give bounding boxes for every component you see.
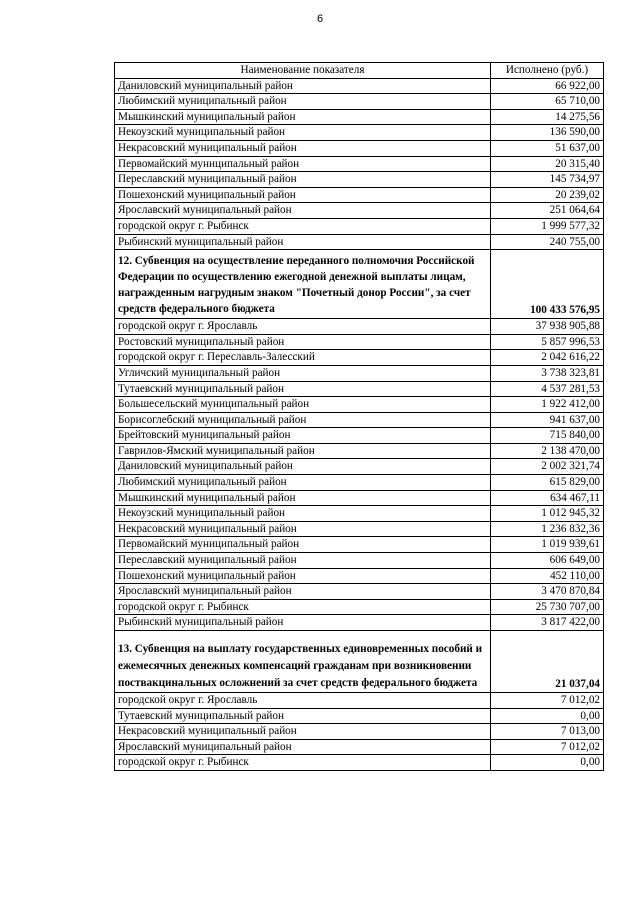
table-row	[115, 78, 604, 94]
row-name: Борисоглебский муниципальный район	[115, 412, 491, 428]
row-value: 7 013,00	[491, 724, 604, 740]
table-row	[115, 350, 604, 366]
row-value: 51 637,00	[491, 140, 604, 156]
table-row	[115, 397, 604, 413]
row-value: 0,00	[491, 708, 604, 724]
row-value: 7 012,02	[491, 693, 604, 709]
table-row	[115, 381, 604, 397]
header-indicator-name: Наименование показателя	[115, 63, 491, 79]
row-value: 4 537 281,53	[491, 381, 604, 397]
row-value: 3 470 870,84	[491, 584, 604, 600]
table-row	[115, 428, 604, 444]
table-row	[115, 459, 604, 475]
row-name: Некоузский муниципальный район	[115, 125, 491, 141]
table-row	[115, 490, 604, 506]
row-name: городской округ г. Ярославль	[115, 319, 491, 335]
row-name: Некоузский муниципальный район	[115, 506, 491, 522]
row-value: 1 999 577,32	[491, 218, 604, 234]
row-name: Угличский муниципальный район	[115, 365, 491, 381]
row-name: городской округ г. Переславль-Залесский	[115, 350, 491, 366]
section-12-header-row	[115, 250, 604, 319]
row-value: 2 042 616,22	[491, 350, 604, 366]
row-name: Некрасовский муниципальный район	[115, 521, 491, 537]
table-row	[115, 739, 604, 755]
section-13-total: 21 037,04	[491, 631, 604, 693]
row-name: Переславский муниципальный район	[115, 172, 491, 188]
row-value: 240 755,00	[491, 234, 604, 250]
table-row	[115, 521, 604, 537]
table-row	[115, 109, 604, 125]
row-value: 715 840,00	[491, 428, 604, 444]
table-row	[115, 365, 604, 381]
row-value: 1 019 939,61	[491, 537, 604, 553]
rows-continued-section	[115, 78, 604, 250]
row-name: Любимский муниципальный район	[115, 94, 491, 110]
row-name: Некрасовский муниципальный район	[115, 140, 491, 156]
table-row	[115, 599, 604, 615]
page-number: 6	[316, 13, 324, 25]
row-name: Ярославский муниципальный район	[115, 203, 491, 219]
section-13	[115, 631, 604, 771]
row-name: Первомайский муниципальный район	[115, 156, 491, 172]
table-row	[115, 615, 604, 631]
row-value: 25 730 707,00	[491, 599, 604, 615]
row-value: 3 817 422,00	[491, 615, 604, 631]
row-value: 1 922 412,00	[491, 397, 604, 413]
row-value: 5 857 996,53	[491, 334, 604, 350]
row-name: городской округ г. Ярославль	[115, 693, 491, 709]
table-row	[115, 755, 604, 771]
row-value: 3 738 323,81	[491, 365, 604, 381]
budget-report-table	[114, 62, 604, 771]
row-name: Тутаевский муниципальный район	[115, 381, 491, 397]
table-row	[115, 537, 604, 553]
table-row	[115, 334, 604, 350]
row-value: 1 012 945,32	[491, 506, 604, 522]
row-name: Пошехонский муниципальный район	[115, 187, 491, 203]
table-row	[115, 234, 604, 250]
row-name: Любимский муниципальный район	[115, 475, 491, 491]
row-name: городской округ г. Рыбинск	[115, 599, 491, 615]
row-name: Рыбинский муниципальный район	[115, 234, 491, 250]
row-value: 14 275,56	[491, 109, 604, 125]
row-value: 37 938 905,88	[491, 319, 604, 335]
section-12	[115, 250, 604, 631]
table-row	[115, 218, 604, 234]
row-name: Большесельский муниципальный район	[115, 397, 491, 413]
table-row	[115, 724, 604, 740]
row-value: 66 922,00	[491, 78, 604, 94]
row-value: 136 590,00	[491, 125, 604, 141]
table-row	[115, 140, 604, 156]
row-value: 615 829,00	[491, 475, 604, 491]
section-12-title: 12. Субвенция на осуществление переданного полномочия Российской Федерации по осуществлению ежегодной денежной выплаты лицам, награжденным нагрудным знаком "Почетный донор России", за счет средств федерального бюджета	[115, 250, 491, 319]
table-row	[115, 568, 604, 584]
row-name: Первомайский муниципальный район	[115, 537, 491, 553]
row-name: Мышкинский муниципальный район	[115, 490, 491, 506]
row-value: 452 110,00	[491, 568, 604, 584]
table-row	[115, 319, 604, 335]
row-value: 634 467,11	[491, 490, 604, 506]
section-12-total: 100 433 576,95	[491, 250, 604, 319]
row-value: 2 138 470,00	[491, 443, 604, 459]
row-name: Некрасовский муниципальный район	[115, 724, 491, 740]
table-row	[115, 693, 604, 709]
table-row	[115, 125, 604, 141]
row-name: городской округ г. Рыбинск	[115, 218, 491, 234]
table-row	[115, 156, 604, 172]
table-row	[115, 584, 604, 600]
table-row	[115, 94, 604, 110]
row-name: Гаврилов-Ямский муниципальный район	[115, 443, 491, 459]
row-name: Даниловский муниципальный район	[115, 78, 491, 94]
row-name: Мышкинский муниципальный район	[115, 109, 491, 125]
table-row	[115, 443, 604, 459]
row-name: Рыбинский муниципальный район	[115, 615, 491, 631]
row-value: 606 649,00	[491, 553, 604, 569]
row-name: Пошехонский муниципальный район	[115, 568, 491, 584]
table-row	[115, 506, 604, 522]
table-row	[115, 412, 604, 428]
row-value: 65 710,00	[491, 94, 604, 110]
table-row	[115, 475, 604, 491]
table-row	[115, 172, 604, 188]
table-header-row	[115, 63, 604, 79]
table-row	[115, 553, 604, 569]
row-value: 251 064,64	[491, 203, 604, 219]
row-name: Ярославский муниципальный район	[115, 584, 491, 600]
row-value: 1 236 832,36	[491, 521, 604, 537]
section-13-header-row	[115, 631, 604, 693]
row-value: 145 734,97	[491, 172, 604, 188]
row-name: Переславский муниципальный район	[115, 553, 491, 569]
row-value: 20 315,40	[491, 156, 604, 172]
row-name: городской округ г. Рыбинск	[115, 755, 491, 771]
row-name: Ростовский муниципальный район	[115, 334, 491, 350]
row-value: 20 239,02	[491, 187, 604, 203]
row-value: 941 637,00	[491, 412, 604, 428]
table-row	[115, 708, 604, 724]
header-executed-rub: Исполнено (руб.)	[491, 63, 604, 79]
row-name: Даниловский муниципальный район	[115, 459, 491, 475]
row-name: Тутаевский муниципальный район	[115, 708, 491, 724]
row-value: 0,00	[491, 755, 604, 771]
row-value: 7 012,02	[491, 739, 604, 755]
section-13-title: 13. Субвенция на выплату государственных единовременных пособий и ежемесячных денежных компенсаций гражданам при возникновении поствакцинальных осложнений за счет средств федерального бюджета	[115, 631, 491, 693]
row-value: 2 002 321,74	[491, 459, 604, 475]
row-name: Брейтовский муниципальный район	[115, 428, 491, 444]
row-name: Ярославский муниципальный район	[115, 739, 491, 755]
table-row	[115, 187, 604, 203]
table-row	[115, 203, 604, 219]
